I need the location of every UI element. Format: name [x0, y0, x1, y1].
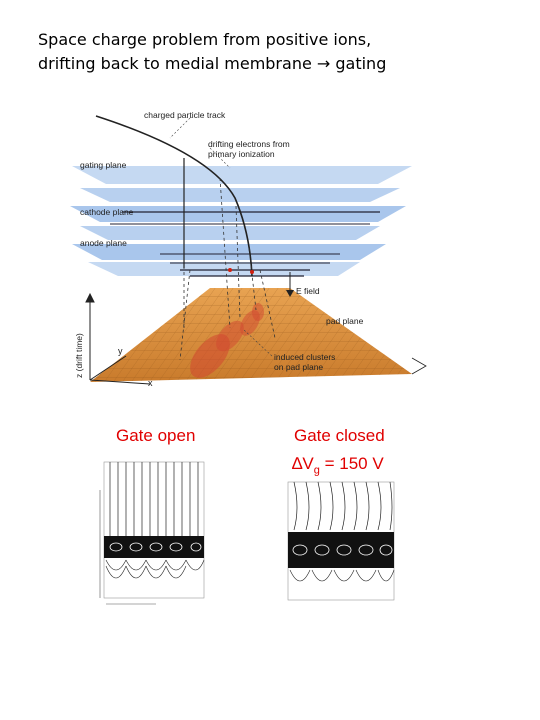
- label-zaxis: z (drift time): [74, 333, 84, 378]
- voltage-value: = 150 V: [319, 454, 384, 473]
- label-pad: pad plane: [326, 316, 364, 326]
- label-drifting-2: primary ionization: [208, 149, 275, 159]
- slide-title: [38, 28, 518, 76]
- label-induced-2: on pad plane: [274, 362, 324, 372]
- gate-open-caption: Gate open: [116, 426, 196, 445]
- gate-closed-caption: Gate closed: [294, 426, 385, 445]
- title-line-2: drifting back to medial membrane → gating: [38, 54, 387, 73]
- label-track: charged particle track: [144, 110, 226, 120]
- label-cathode: cathode plane: [80, 207, 134, 217]
- gate-open-panel: [96, 420, 208, 610]
- label-induced: induced clusters: [274, 352, 336, 362]
- label-drifting: drifting electrons from: [208, 139, 290, 149]
- gate-closed-panel: [282, 420, 400, 610]
- subscript-g: g: [313, 464, 320, 477]
- tpc-diagram: [60, 98, 432, 388]
- gate-closed-field-lines: [282, 420, 400, 610]
- label-xaxis: x: [148, 378, 153, 388]
- delta-v: ∆V: [292, 454, 314, 473]
- title-line-1: Space charge problem from positive ions,: [38, 30, 372, 49]
- label-efield: E field: [296, 286, 320, 296]
- label-anode: anode plane: [80, 238, 127, 248]
- gate-open-field-lines: [96, 420, 208, 610]
- gate-voltage-label: [292, 454, 384, 476]
- label-yaxis: y: [118, 346, 123, 356]
- label-gating: gating plane: [80, 160, 127, 170]
- wire-planes: [70, 166, 412, 276]
